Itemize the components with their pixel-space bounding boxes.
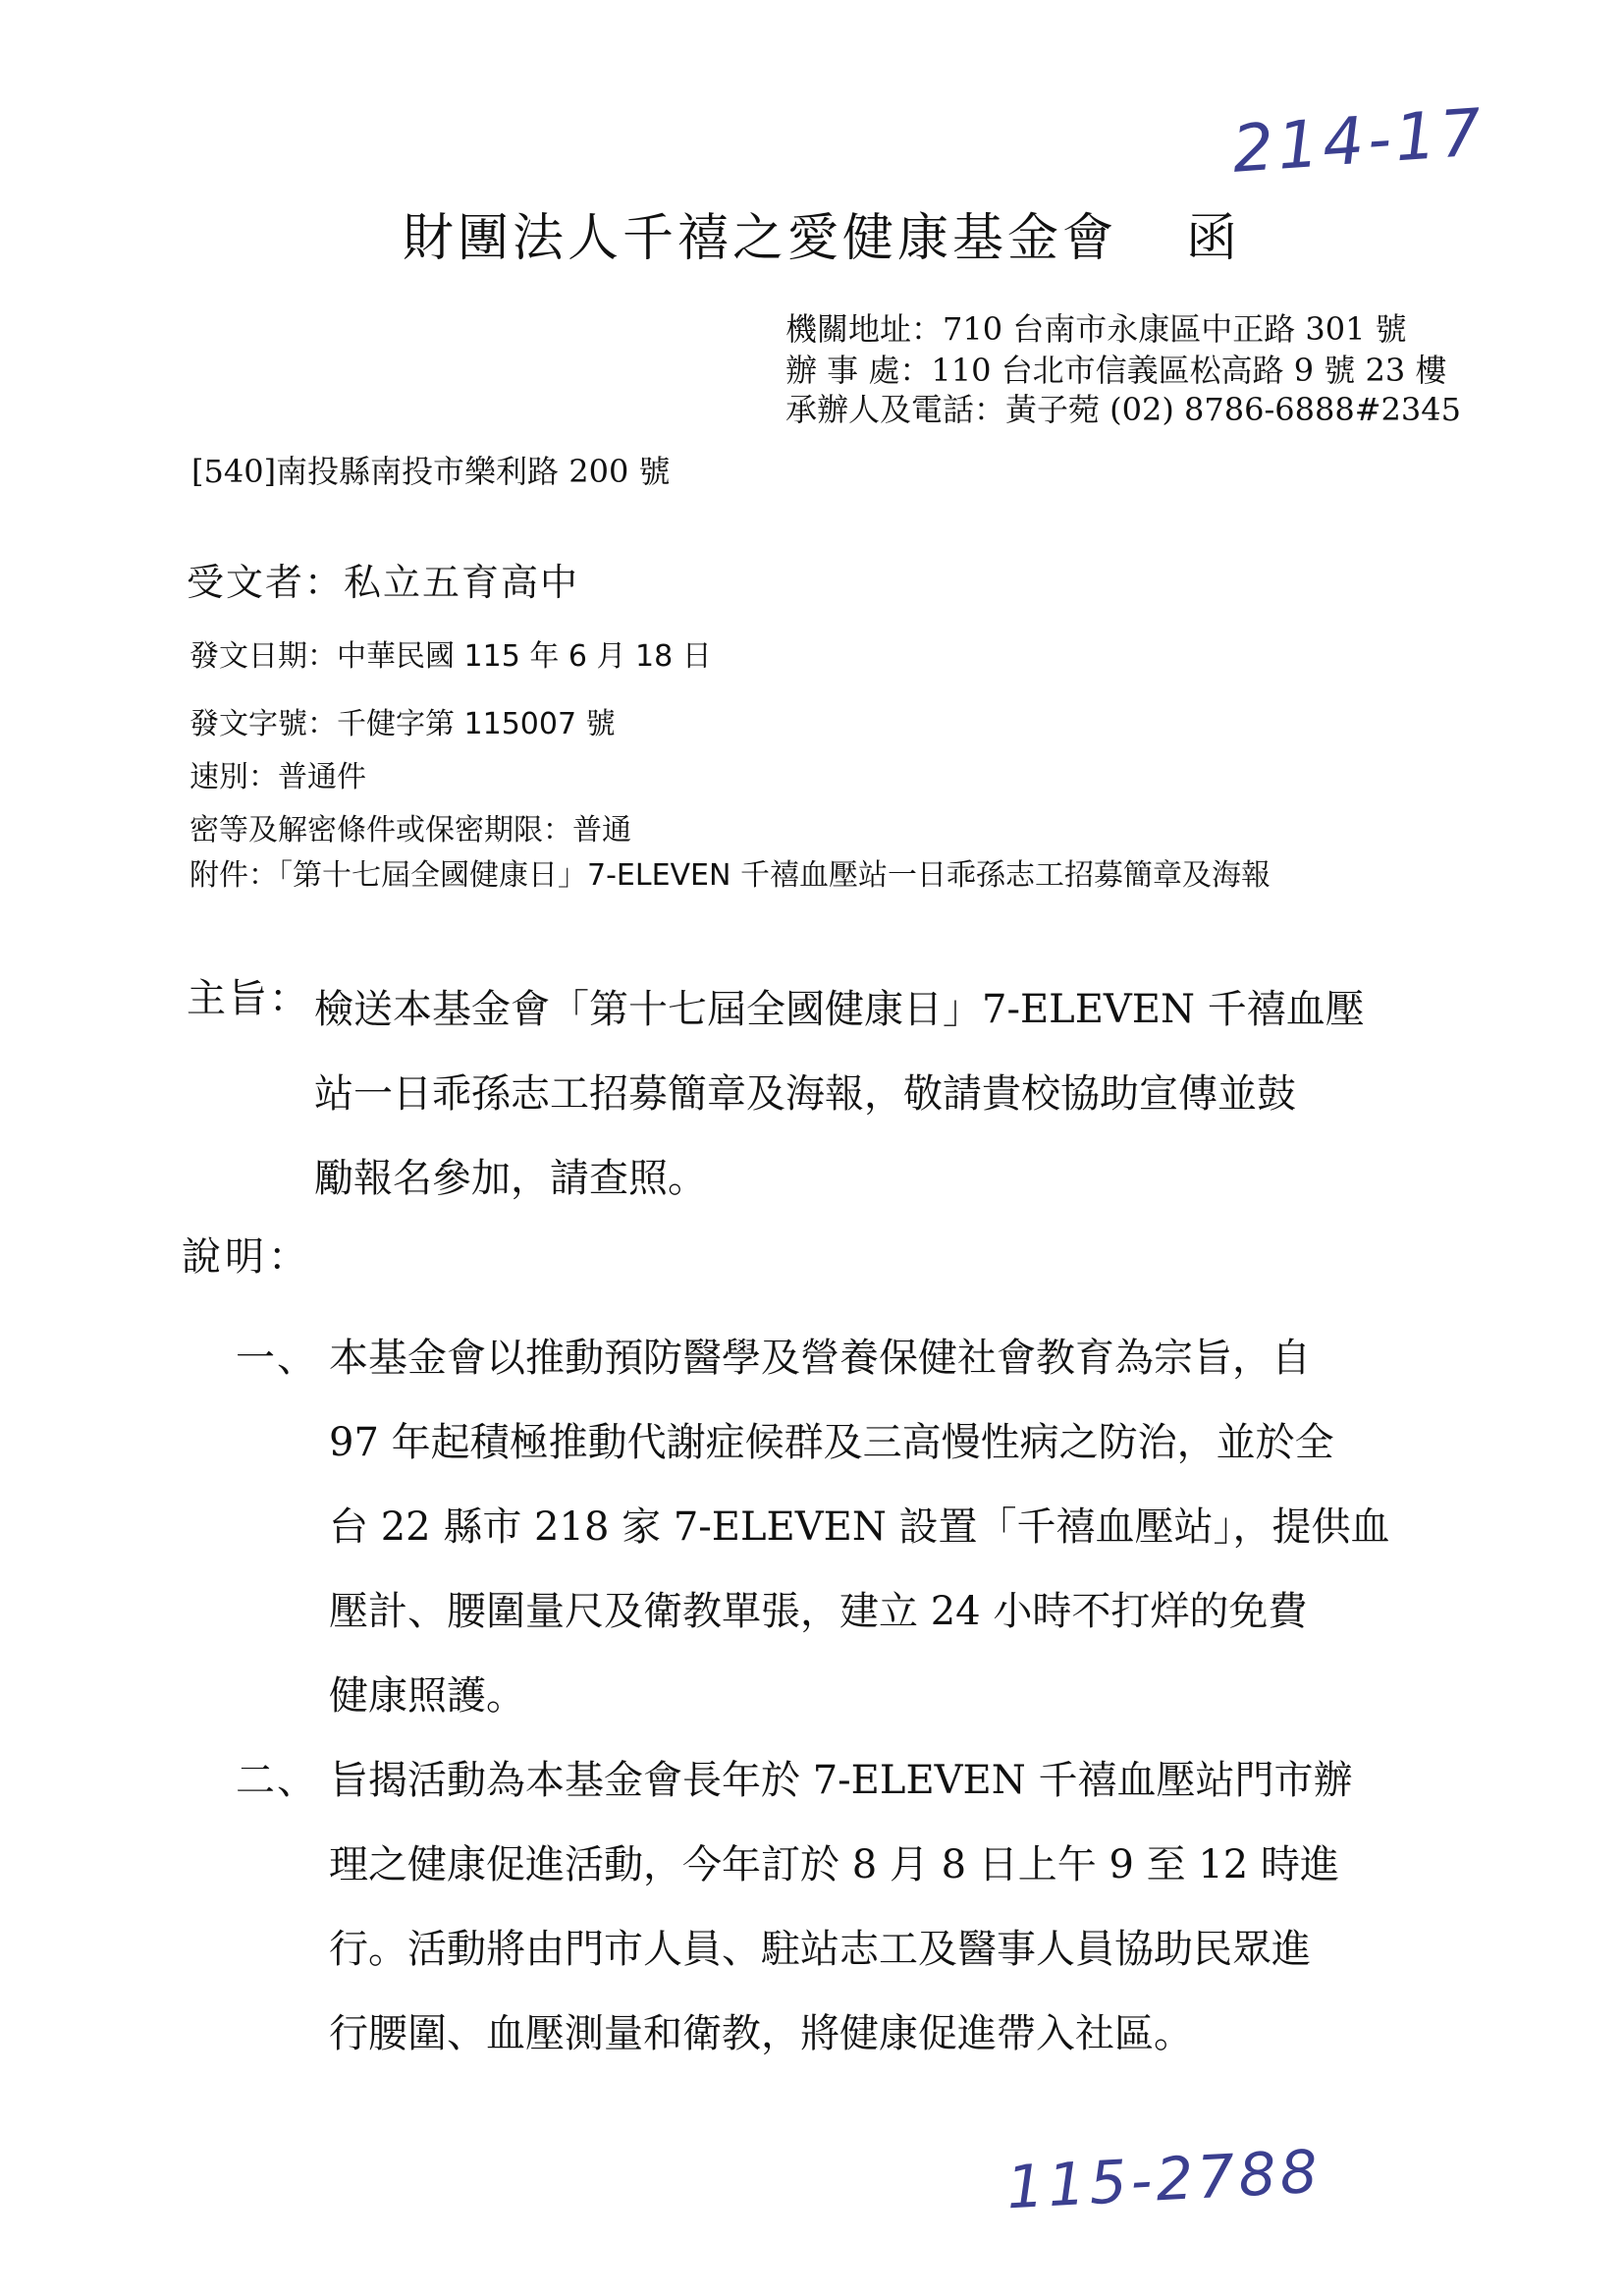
secrecy-level: 密等及解密條件或保密期限：普通 xyxy=(189,813,631,847)
subject-line: 檢送本基金會「第十七屆全國健康日」7-ELEVEN 千禧血壓 xyxy=(314,987,1365,1032)
sender-office: 辦 事 處：110 台北市信義區松高路 9 號 23 樓 xyxy=(785,352,1447,389)
subject-line: 勵報名參加，請查照。 xyxy=(314,1156,707,1201)
item-line: 理之健康促進活動，今年訂於 8 月 8 日上午 9 至 12 時進 xyxy=(329,1842,1339,1887)
explanation-heading: 說明： xyxy=(182,1234,311,1280)
item-line: 97 年起積極推動代謝症候群及三高慢性病之防治，並於全 xyxy=(329,1420,1334,1465)
sender-address: 機關地址：710 台南市永康區中正路 301 號 xyxy=(785,310,1407,348)
item-line: 旨揭活動為本基金會長年於 7-ELEVEN 千禧血壓站門市辦 xyxy=(329,1758,1353,1803)
organization-name: 財團法人千禧之愛健康基金會 xyxy=(403,209,1118,268)
item-line: 台 22 縣市 218 家 7-ELEVEN 設置「千禧血壓站」，提供血 xyxy=(329,1504,1390,1550)
delivery-speed: 速別：普通件 xyxy=(189,760,366,794)
item-line: 健康照護。 xyxy=(329,1673,525,1719)
item-line: 本基金會以推動預防醫學及營養保健社會教育為宗旨，自 xyxy=(329,1336,1311,1381)
handwritten-note-bottom: 115-2788 xyxy=(1004,2137,1324,2223)
recipient-address: [540]南投縣南投市樂利路 200 號 xyxy=(191,453,671,490)
item-number: 二、 xyxy=(236,1758,318,1803)
subject-line: 站一日乖孫志工招募簡章及海報，敬請貴校協助宣傳並鼓 xyxy=(314,1071,1296,1117)
document-number: 發文字號：千健字第 115007 號 xyxy=(189,707,616,741)
item-body xyxy=(329,1316,1438,1738)
item-body xyxy=(329,1738,1438,2076)
issue-date: 發文日期：中華民國 115 年 6 月 18 日 xyxy=(189,639,712,674)
item-line: 行腰圍、血壓測量和衛教，將健康促進帶入社區。 xyxy=(329,2011,1193,2056)
attachment-line: 附件：「第十七屆全國健康日」7-ELEVEN 千禧血壓站一日乖孫志工招募簡章及海報 xyxy=(189,858,1271,893)
subject-label: 主旨： xyxy=(187,976,310,1021)
item-line: 行。活動將由門市人員、駐站志工及醫事人員協助民眾進 xyxy=(329,1927,1311,1972)
sender-contact: 承辦人及電話：黃子菀 (02) 8786-6888#2345 xyxy=(785,391,1461,428)
subject-body xyxy=(314,967,1424,1221)
item-line: 壓計、腰圍量尺及衛教單張，建立 24 小時不打烊的免費 xyxy=(329,1589,1308,1634)
recipient: 受文者：私立五育高中 xyxy=(187,561,580,604)
document-title xyxy=(403,196,1241,270)
document-type: 函 xyxy=(1186,209,1242,268)
item-number: 一、 xyxy=(236,1336,318,1381)
handwritten-note-top: 214-17 xyxy=(1229,94,1488,188)
